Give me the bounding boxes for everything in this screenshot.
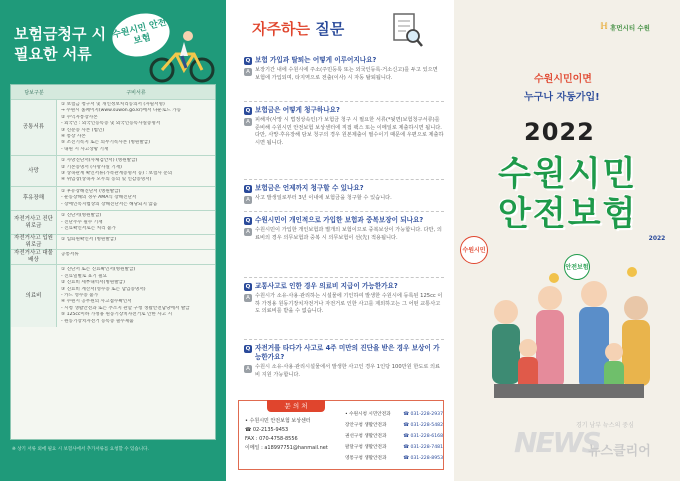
row-item: ① 후유장해진단서 (병원발급) bbox=[61, 188, 121, 194]
city-logo-icon: ℍ bbox=[600, 22, 608, 32]
row-item: ③ 신분증 사본 (법인) bbox=[61, 127, 105, 133]
contact-office-row: • 수원시청 시민안전과 ☎ 031-228-2937 bbox=[345, 412, 443, 417]
watermark-brand: 뉴스클리어 bbox=[588, 444, 651, 459]
row-item: ① 보험금 청구서 및 개인정보처리동의서 (자필서명) bbox=[61, 102, 165, 107]
row-item: ④ 통장 사본 bbox=[61, 134, 86, 140]
row-category: 자전거사고 대물배상 bbox=[11, 250, 57, 264]
row-item: - 시청 생활안전과 또는 추소지 관할 구청 생활안전담당에서 발급 bbox=[61, 305, 190, 311]
row-items bbox=[57, 250, 215, 264]
row-item: ② 진료비 세부내역서(병원발급) bbox=[61, 280, 125, 286]
question-mark-icon: Q bbox=[245, 218, 251, 224]
table-row bbox=[11, 234, 215, 249]
answer-mark-icon: A bbox=[244, 228, 252, 236]
faq-item bbox=[244, 184, 444, 204]
row-category: 자전거사고 진단위로금 bbox=[11, 211, 57, 234]
cover-panel bbox=[454, 0, 680, 481]
answer-mark-icon: A bbox=[244, 196, 252, 204]
table-row bbox=[11, 210, 215, 234]
sticker-year: 2022 bbox=[648, 234, 666, 242]
faq-question: Q 교통사고로 인한 경우 의료비 지급이 가능한가요? bbox=[245, 282, 398, 290]
sticker-insurance: 안전보험 bbox=[564, 254, 590, 280]
faq-divider bbox=[244, 211, 444, 212]
faq-item bbox=[244, 106, 444, 147]
row-item: - 진료확인서로는 처리 불가 bbox=[61, 225, 116, 231]
faq-question: Q 보험금은 언제까지 청구할 수 있나요? bbox=[245, 184, 364, 192]
documents-note: ※ 상기 서류 외에 필요 시 보험사에서 추가서류를 요청할 수 있습니다. bbox=[12, 447, 149, 452]
contact-box bbox=[238, 400, 444, 470]
row-item: - 진단주수 필수 기재 bbox=[61, 219, 103, 225]
question-mark-icon: Q bbox=[245, 284, 251, 290]
faq-answer: A 보장기간 내에 수원시에 주소(주민등록 또는 외국인등록·거소신고)를 두고 있으면 보험에 가입되며, 타지역으로 전출(이사) 시 자동 탈퇴됩니다. bbox=[244, 67, 444, 82]
contact-offices bbox=[345, 409, 443, 464]
row-category: 사망 bbox=[11, 156, 57, 186]
slogan-line-2: 누구나 자동가입! bbox=[524, 92, 600, 103]
faq-divider bbox=[244, 339, 444, 340]
row-item: ③ 진료비 계산서(영수증 또는 납입증명서) bbox=[61, 286, 146, 292]
row-items bbox=[57, 156, 215, 186]
answer-mark-icon: A bbox=[244, 294, 252, 302]
city-logo: ℍ 휴먼시티 수원 bbox=[600, 22, 650, 32]
faq-question: Q 수원시민이 개인적으로 가입한 보험과 중복보장이 되나요? bbox=[245, 216, 424, 224]
row-items bbox=[57, 265, 215, 327]
cover-title-line-1: 수원시민 bbox=[498, 154, 638, 194]
slogan-line-1: 수원시민이면 bbox=[534, 74, 592, 85]
sticker-suwon: 수원시민 bbox=[460, 236, 488, 264]
row-item: → 수원시 홈페이지(www.suwon.go.kr)에서 다운로드 가능 bbox=[61, 108, 182, 114]
row-item: ④ 위임장(상속자 모두의 동의 및 인감증명서) bbox=[61, 177, 152, 183]
row-item: - 내원 시 사고상황 기재 bbox=[61, 146, 109, 152]
row-items bbox=[57, 100, 215, 155]
faq-item bbox=[244, 56, 444, 82]
contact-title: 문 의 처 bbox=[267, 400, 325, 412]
table-row bbox=[11, 249, 215, 264]
watermark-tagline: 경기 남부 뉴스의 중심 bbox=[576, 422, 634, 429]
row-item: ⑤ 125cc이하 가정용 원동기장치자전거로 인한 사고 시 bbox=[61, 312, 173, 318]
faq-divider bbox=[244, 101, 444, 102]
table-row bbox=[11, 99, 215, 155]
table-header: 담보구분 구비서류 bbox=[11, 85, 215, 99]
contact-center: • 수원시민 안전보험 보상센터 ☎ 02-2135-9453 FAX : 070-4758-8556 이메일 : a18997751@hanmail.net bbox=[245, 418, 328, 451]
contact-office-row: 권선구청 생활안전과 ☎ 031-228-6168 bbox=[345, 434, 443, 439]
faq-item bbox=[244, 216, 444, 242]
faq-panel bbox=[226, 0, 454, 481]
row-item: ③ 상속관계 확인서류(가족관계증명서 등) : 보험사 문의 bbox=[61, 171, 173, 177]
faq-question: Q 보험금은 어떻게 청구하나요? bbox=[245, 106, 340, 114]
answer-mark-icon: A bbox=[244, 365, 252, 373]
cyclist-illustration-icon bbox=[146, 30, 218, 84]
row-category: 공통서류 bbox=[11, 100, 57, 155]
faq-answer: A 수원시가 소유·사용·관리하는 시설물에 기인하여 발생한 수원시에 등록된 125cc 이하 가정용 원동기장치자전거나 자전거로 인한 사고를 제외하고는 그 어떤 교통사고도 의료비를 받을 수 없습니다. bbox=[244, 293, 444, 316]
question-mark-icon: Q bbox=[245, 58, 251, 64]
row-item: - 진료일별로 표기 필요 bbox=[61, 273, 107, 279]
question-mark-icon: Q bbox=[245, 108, 251, 114]
row-item: ④ 수원시 공무원의 사고접수확인서 bbox=[61, 299, 132, 305]
row-item: 공통서류 bbox=[61, 252, 79, 258]
faq-question: Q 자전거를 타다가 사고로 4주 미만의 진단을 받은 경우 보상이 가능한가요? bbox=[245, 344, 440, 361]
faq-answer: A 수원시민이 가입한 개인보험과 별개의 보험이므로 중복보상이 가능합니다. 다만, 의료비의 경우 의무보험과 중복 시 의무보험이 선(先) 적용됩니다. bbox=[244, 227, 444, 242]
faq-question: Q 보험 가입과 탈퇴는 어떻게 이루어지나요? bbox=[245, 56, 377, 64]
row-item: - 장애인복지법상의 장해진단서는 해당되지 않음 bbox=[61, 201, 158, 207]
row-item: ① 입퇴원확인서 (병원발급) bbox=[61, 237, 116, 243]
row-items bbox=[57, 235, 215, 249]
documents-table bbox=[10, 84, 216, 440]
row-item: ② 수익자통장사본 bbox=[61, 114, 98, 120]
row-items bbox=[57, 187, 215, 210]
cover-year: 2022 bbox=[524, 118, 595, 146]
row-items bbox=[57, 211, 215, 234]
documents-panel bbox=[0, 0, 226, 481]
faq-heading: 자주하는 질문 bbox=[252, 20, 345, 38]
row-item: ① 사망진단서(사체검안서) (병원발급) bbox=[61, 158, 138, 164]
row-item: - 운동장해의 경우 AMA식 장해진단서 bbox=[61, 195, 137, 201]
cover-title-line-2: 안전보험 bbox=[498, 194, 638, 234]
row-item: - 카드 영수증 불가 bbox=[61, 292, 99, 298]
row-item: ① 진단서 또는 진료확인서(병원발급) bbox=[61, 267, 136, 273]
faq-item bbox=[244, 344, 444, 379]
faq-divider bbox=[244, 277, 444, 278]
answer-mark-icon: A bbox=[244, 68, 252, 76]
row-item: - 원동기장치자전거 등록증 필수제출 bbox=[61, 318, 134, 324]
table-row bbox=[11, 186, 215, 210]
faq-answer: A 피해자(사망 시 법정상속인)가 보험금 청구 시 필요한 서류(*뒷면(보험청구서류)를 준비해 수원시민 안전보험 보상센터에 직접 팩스 또는 이메일로 제출하시면 됩니다. 다만, 사망·후유장해 담보 청구의 경우 원본제출이 필수이기 때문에 우편으로 제출하시면 됩니다. bbox=[244, 117, 444, 147]
insurance-badge: 수원시민 안전보험 bbox=[108, 8, 174, 63]
question-mark-icon: Q bbox=[245, 186, 251, 192]
documents-title: 보험금청구 시 필요한 서류 bbox=[14, 25, 107, 63]
row-category: 후유장해 bbox=[11, 187, 57, 210]
contact-office-row: 영통구청 생활안전과 ☎ 031-228-8953 bbox=[345, 456, 443, 461]
magnifier-document-icon bbox=[392, 12, 424, 48]
question-mark-icon: Q bbox=[245, 346, 251, 352]
faq-answer: A 사고 발생일로부터 3년 이내에 보험금을 청구할 수 있습니다. bbox=[244, 195, 444, 204]
contact-office-row: 장안구청 생활안전과 ☎ 031-228-5482 bbox=[345, 423, 443, 428]
answer-mark-icon: A bbox=[244, 118, 252, 126]
faq-answer: A 수원시 소유·사용·관리시설물에서 발생한 사고인 경우 1인당 100만원 한도로 의료비 지원 가능합니다. bbox=[244, 364, 444, 379]
row-item: ② 기본증명서 (사망사실 기재) bbox=[61, 164, 122, 170]
watermark-news: NEWS bbox=[514, 426, 600, 459]
contact-office-row: 팔달구청 생활안전과 ☎ 031-228-7481 bbox=[345, 445, 443, 450]
row-item: - 외국인 : 외국인등록증 및 외국인등록사실증명서 bbox=[61, 121, 161, 127]
table-row bbox=[11, 155, 215, 186]
faq-item bbox=[244, 282, 444, 316]
row-item: ⑤ 조진기록지 또는 의무기록사본 (병원발급) bbox=[61, 140, 150, 146]
faq-divider bbox=[244, 179, 444, 180]
row-item: ① 진단서(병원발급) bbox=[61, 213, 102, 219]
table-row bbox=[11, 264, 215, 327]
row-category: 의료비 bbox=[11, 265, 57, 327]
row-category: 자전거사고 입원위로금 bbox=[11, 235, 57, 249]
